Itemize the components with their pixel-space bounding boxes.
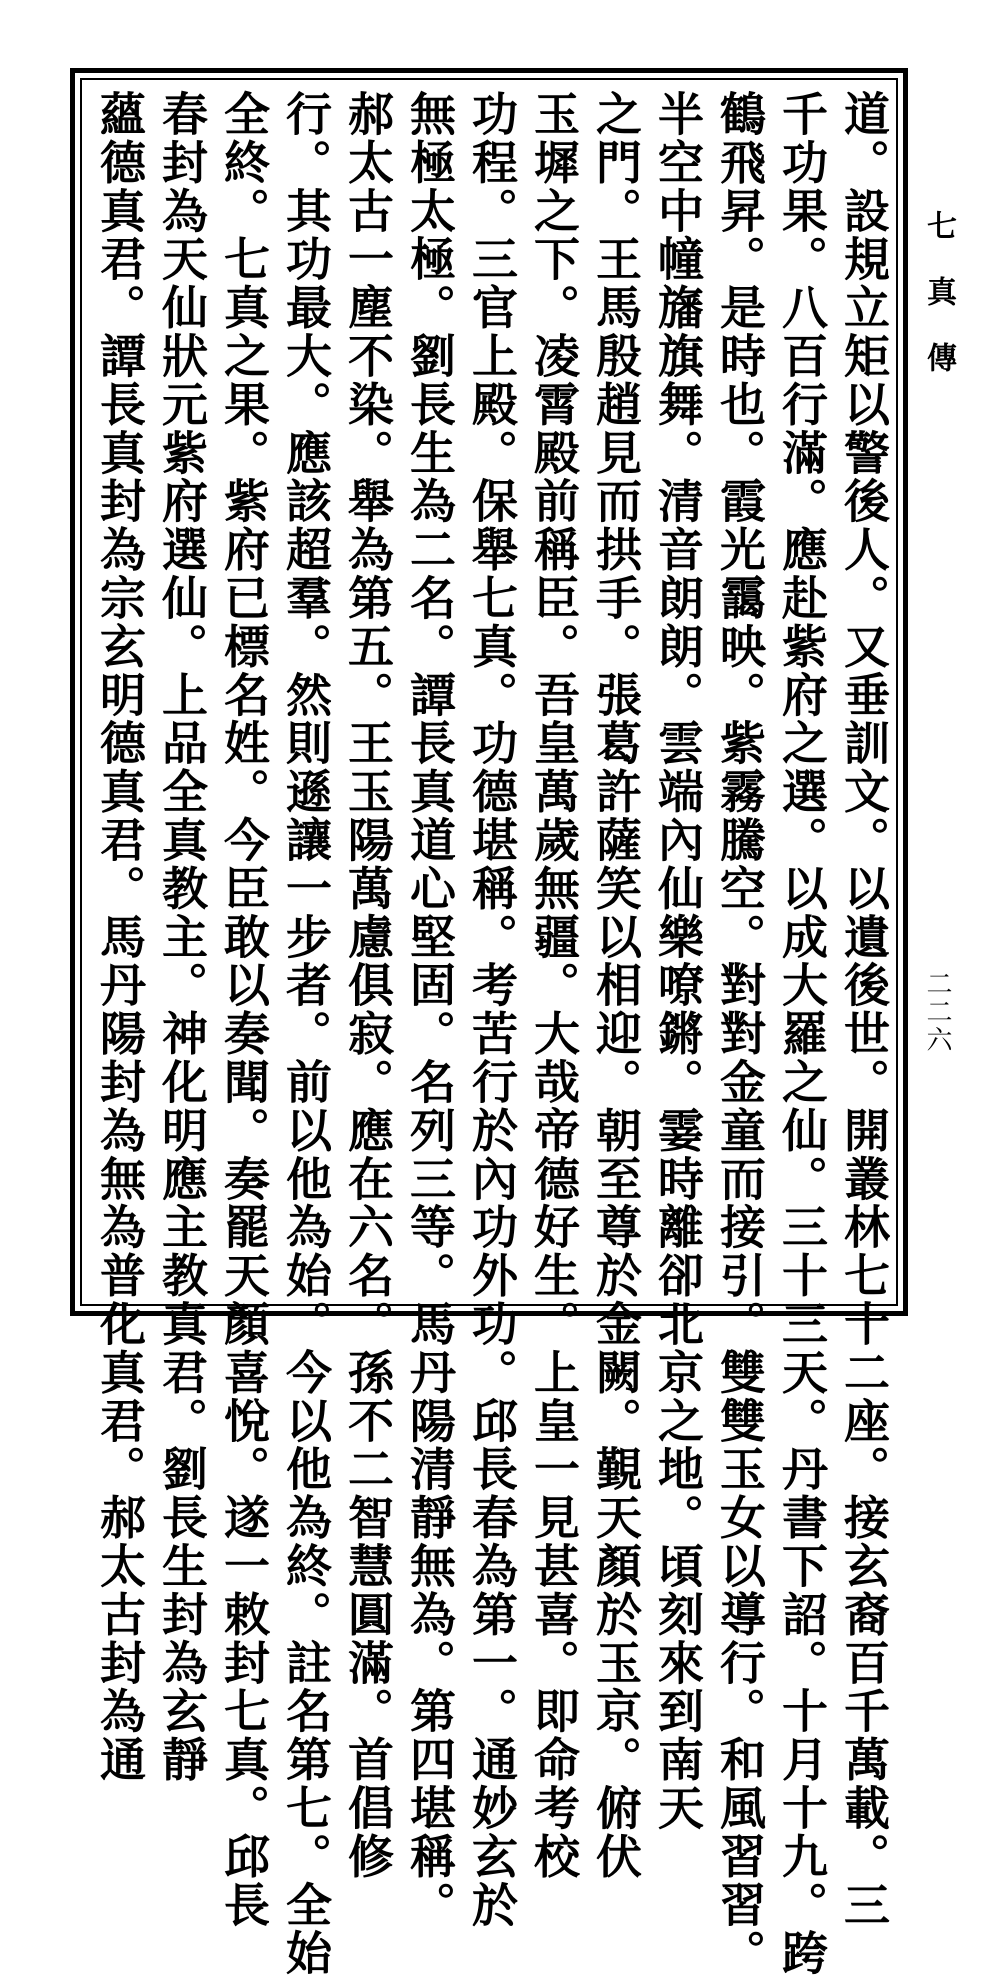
text-column: 千功果。八百行滿。應赴紫府之選。以成大羅之仙。三十三天。丹書下詔。十月十九。跨 — [775, 90, 829, 1978]
text-column: 玉墀之下。凌霄殿前稱臣。吾皇萬歲無疆。大哉帝德好生。上皇一見甚喜。即命考校 — [527, 90, 581, 1881]
page-number: 二二六 — [922, 970, 952, 1054]
text-column: 春封為天仙狀元紫府選仙。上品全真教主。神化明應主教真君。劉長生封為玄靜 — [155, 90, 209, 1784]
book-title: 七真傳 — [921, 210, 956, 408]
text-column: 功程。三官上殿。保舉七真。功德堪稱。考苦行於內功外功。邱長春為第一。通妙玄於 — [465, 90, 519, 1930]
text-column: 之門。王馬殷趙見而拱手。張葛許薩笑以相迎。朝至尊於金闕。覲天顏於玉京。俯伏 — [589, 90, 643, 1881]
text-column: 蘊德真君。譚長真封為宗玄明德真君。馬丹陽封為無為普化真君。郝太古封為通 — [93, 90, 147, 1784]
text-column: 半空中幢旛旗舞。清音朗朗。雲端內仙樂嘹鏘。霎時離卻北京之地。頃刻來到南天 — [651, 90, 705, 1833]
text-column: 無極太極。劉長生為二名。譚長真道心堅固。名列三等。馬丹陽清靜無為。第四堪稱。 — [403, 90, 457, 1930]
text-column: 鶴飛昇。是時也。霞光靄映。紫霧騰空。對對金童而接引。雙雙玉女以導行。和風習習。 — [713, 90, 767, 1978]
text-column: 全終。七真之果。紫府已標名姓。今臣敢以奏聞。奏罷天顏喜悅。遂一敕封七真。邱長 — [217, 90, 271, 1930]
text-body — [92, 90, 892, 1978]
text-column: 郝太古一塵不染。舉為第五。王玉陽萬慮俱寂。應在六名。孫不二智慧圓滿。首倡修 — [341, 90, 395, 1881]
text-column: 行。其功最大。應該超羣。然則遜讓一步者。前以他為始。今以他為終。註名第七。全始 — [279, 90, 333, 1978]
text-column: 道。設規立矩以警後人。又垂訓文。以遺後世。開叢林七十二座。接玄裔百千萬載。三 — [837, 90, 891, 1930]
